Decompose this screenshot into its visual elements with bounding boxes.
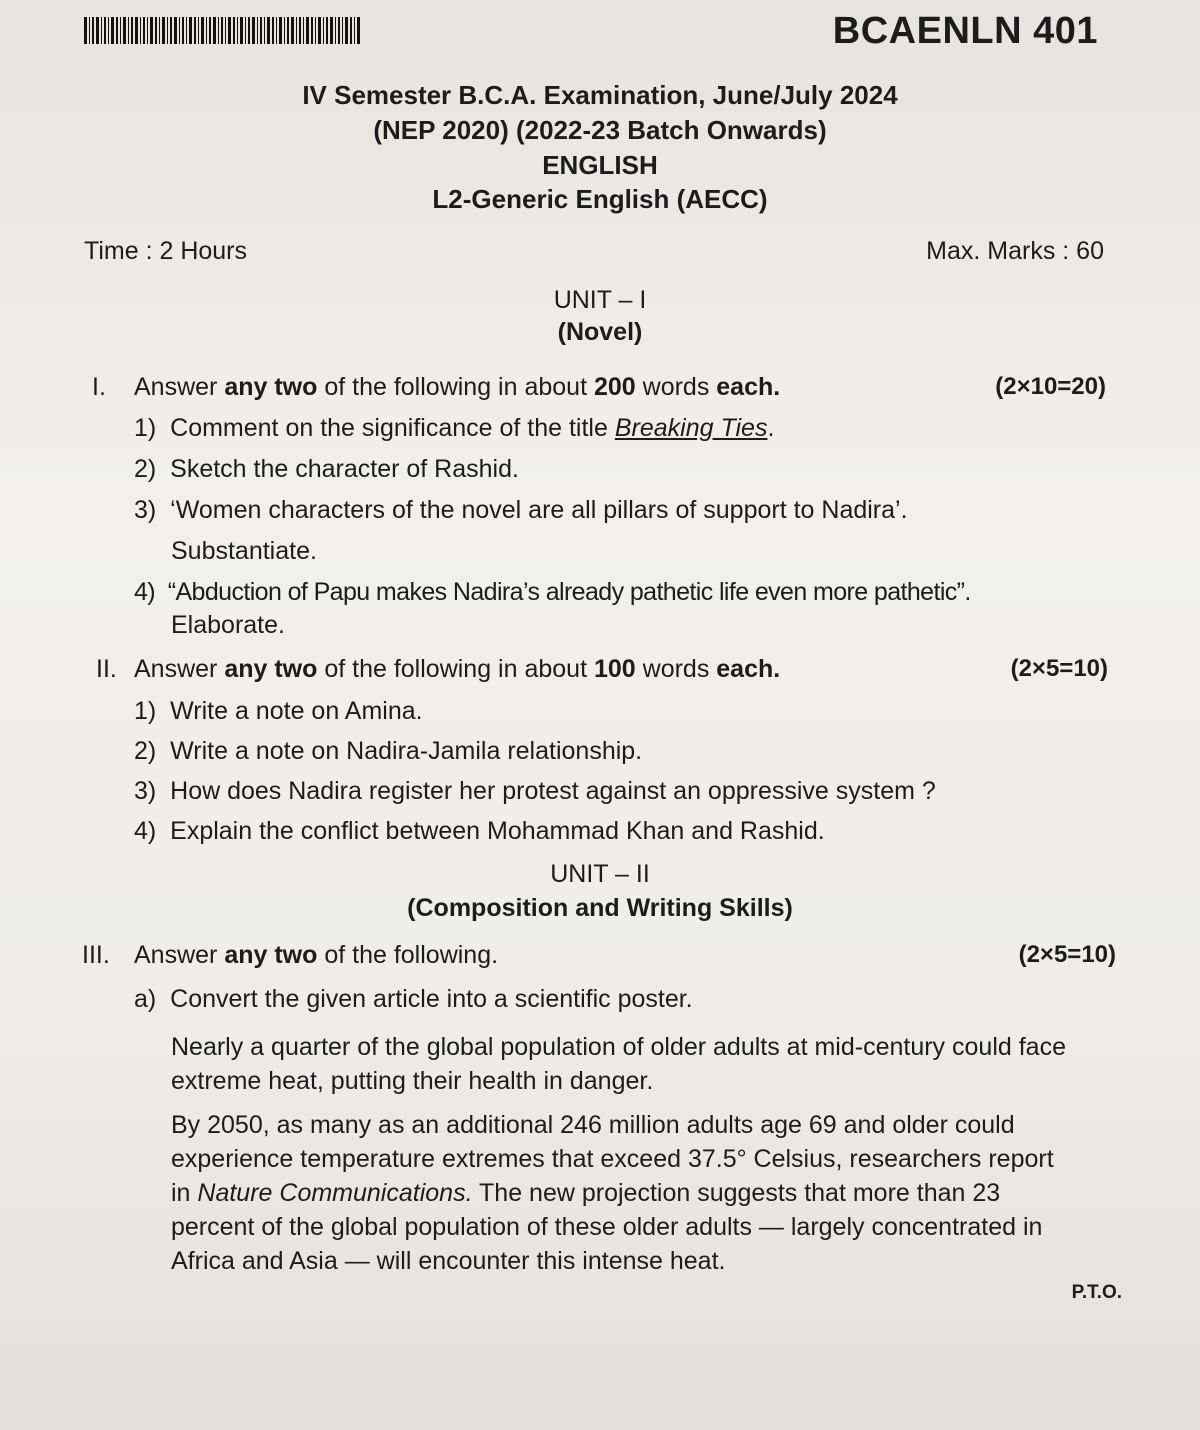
unit-1-subtitle: (Novel) — [557, 318, 643, 346]
q2-item-3: 3) How does Nadira register her protest against an oppressive system ? — [134, 777, 936, 805]
pto-marker: P.T.O. — [1071, 1282, 1122, 1303]
question-1-marks: (2×10=20) — [995, 373, 1106, 400]
question-2-number: II. — [96, 655, 117, 683]
time-allowed: Time : 2 Hours — [84, 237, 248, 265]
q2-item-4: 4) Explain the conflict between Mohammad Khan and Rashid. — [134, 817, 825, 845]
barcode — [84, 17, 362, 44]
exam-title: IV Semester B.C.A. Examination, June/July 2024 — [302, 80, 898, 110]
q2-item-1: 1) Write a note on Amina. — [134, 697, 423, 725]
question-3-number: III. — [82, 941, 110, 969]
subject: ENGLISH — [542, 150, 658, 180]
unit-2-subtitle: (Composition and Writing Skills) — [407, 894, 793, 922]
course: L2-Generic English (AECC) — [432, 184, 768, 214]
paper-code: BCAENLN 401 — [832, 10, 1098, 52]
unit-1-title: UNIT – I — [553, 286, 647, 314]
question-1-number: I. — [92, 373, 106, 401]
q1-item-3-cont: Substantiate. — [171, 537, 317, 565]
q2-item-2: 2) Write a note on Nadira-Jamila relationship. — [134, 737, 643, 765]
q1-item-1: 1) Comment on the significance of the title Breaking Ties. — [134, 414, 775, 442]
q1-item-2: 2) Sketch the character of Rashid. — [134, 455, 519, 483]
article-paragraph-2: By 2050, as many as an additional 246 million adults age 69 and older could experience temperature extremes that exceed 37.5° Celsius, researchers report in Nature Communications. The new projection suggests that more than 23 percent of the global population of these older adults — largely concentrated in Africa and Asia — will encounter this intense heat. — [171, 1111, 1054, 1275]
max-marks: Max. Marks : 60 — [926, 237, 1104, 265]
question-3-marks: (2×5=10) — [1018, 941, 1116, 968]
batch-line: (NEP 2020) (2022-23 Batch Onwards) — [373, 115, 827, 145]
article-paragraph-1: Nearly a quarter of the global population of older adults at mid-century could face extreme heat, putting their health in danger. — [171, 1033, 1066, 1095]
question-3-instruction: Answer any two of the following. — [134, 941, 499, 969]
question-1-instruction: Answer any two of the following in about 200 words each. — [134, 373, 781, 401]
q1-item-3: 3) ‘Women characters of the novel are all pillars of support to Nadira’. — [134, 496, 908, 524]
q1-item-4: 4) “Abduction of Papu makes Nadira’s already pathetic life even more pathetic”. — [134, 578, 971, 606]
q3-item-a: a) Convert the given article into a scientific poster. — [134, 985, 693, 1013]
question-2-marks: (2×5=10) — [1010, 655, 1108, 682]
q1-item-4-cont: Elaborate. — [171, 611, 285, 639]
question-2-instruction: Answer any two of the following in about 100 words each. — [134, 655, 781, 683]
unit-2-title: UNIT – II — [550, 860, 650, 888]
